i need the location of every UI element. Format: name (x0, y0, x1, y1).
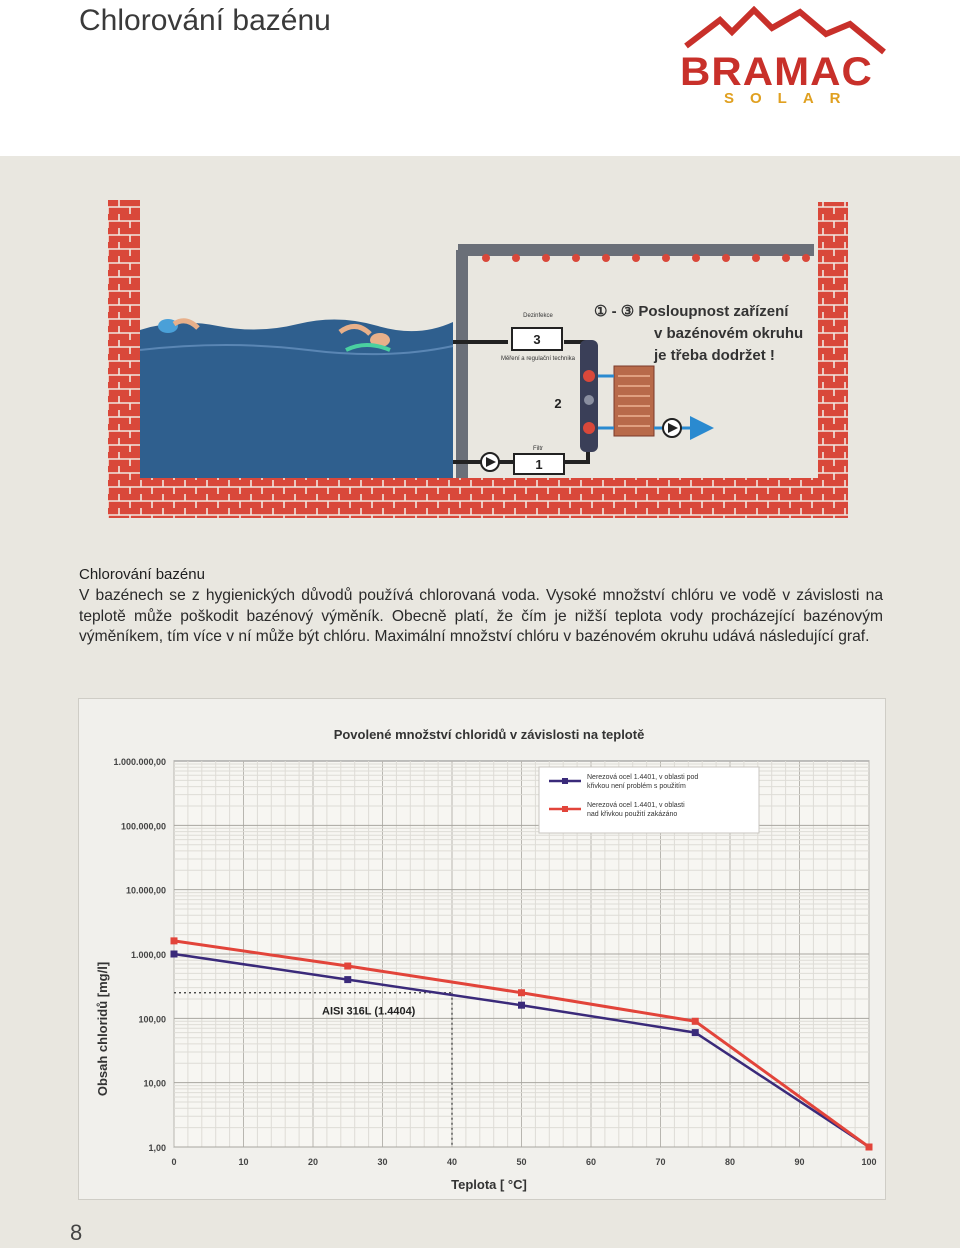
bramac-solar-logo (680, 6, 890, 110)
page-title: Chlorování bazénu (79, 4, 331, 37)
legend-marker-1 (562, 778, 568, 784)
x-tick-label: 90 (794, 1157, 805, 1167)
series-1-point (692, 1029, 699, 1036)
x-tick-label: 0 (171, 1157, 177, 1167)
x-tick-label: 20 (307, 1157, 319, 1167)
marker-1: 1 (535, 457, 543, 472)
chloride-chart (79, 699, 885, 1199)
y-tick-label: 1.000,00 (130, 950, 166, 960)
series-2-point (518, 989, 525, 996)
logo-sub: SOLAR (724, 90, 857, 107)
series-1-point (518, 1002, 525, 1009)
legend-label-2: Nerezová ocel 1.4401, v oblasti nad křivkou použití zakázáno (587, 802, 685, 818)
y-tick-label: 100.000,00 (120, 821, 166, 832)
series-1-point (344, 976, 351, 983)
series-2-point (866, 1144, 873, 1151)
label-measure: Měření a regulační technika (500, 356, 576, 362)
right-brick-wall (818, 202, 848, 518)
label-filter: Filtr (533, 446, 543, 452)
sequence-note-line-1: ① - ③ Posloupnost zařízení (594, 303, 789, 320)
marker-3: 3 (533, 332, 541, 347)
legend-label-1: Nerezová ocel 1.4401, v oblasti pod křivkou není problém s použitím (587, 774, 699, 790)
x-tick-label: 10 (238, 1157, 249, 1167)
logo-mark-icon (680, 6, 890, 56)
left-brick-wall (108, 200, 140, 518)
chart-frame (78, 698, 886, 1200)
y-tick-label: 10.000,00 (125, 885, 166, 896)
y-tick-label: 10,00 (143, 1078, 166, 1089)
pool-water (140, 319, 453, 478)
x-tick-label: 40 (446, 1157, 458, 1167)
section-heading: Chlorování bazénu (79, 566, 205, 583)
legend-marker-2 (562, 806, 568, 812)
series-2-point (171, 937, 178, 944)
x-tick-label: 70 (655, 1157, 666, 1167)
sequence-note-line-2: v bazénovém okruhu (654, 325, 804, 342)
x-tick-label: 60 (585, 1157, 597, 1167)
annotation-label: AISI 316L (1.4404) (322, 1005, 416, 1018)
marker-2: 2 (554, 396, 562, 411)
x-tick-label: 50 (516, 1157, 527, 1167)
y-tick-label: 1,00 (148, 1143, 166, 1153)
series-2-point (692, 1018, 699, 1025)
x-tick-label: 80 (724, 1157, 736, 1167)
x-tick-label: 30 (377, 1157, 388, 1167)
page-number: 8 (70, 1220, 83, 1245)
y-tick-label: 1.000.000,00 (113, 757, 166, 767)
x-tick-label: 100 (861, 1157, 877, 1167)
pool-circulation-diagram (108, 200, 848, 518)
series-2-point (344, 963, 351, 970)
brick-floor (108, 478, 848, 518)
section-paragraph: V bazénech se z hygienických důvodů používá chlorovaná voda. Vysoké množství chlóru ve vodě v závislosti na teplotě může poškodit bazénový výměník. Obecně platí, že čím je nižší teplota vody procházející bazénovým výměníkem, tím více v ní může být chlóru. Maximální množství chlóru v bazénovém okruhu udává následující graf. (79, 587, 883, 645)
chart-title: Povolené množství chloridů v závislosti na teplotě (333, 727, 645, 742)
sequence-note-line-3: je třeba dodržet ! (654, 347, 775, 364)
chart-ylabel: Obsah chloridů [mg/l] (95, 961, 110, 1097)
chart-xlabel: Teplota [ °C] (451, 1177, 527, 1192)
series-1-point (171, 951, 178, 958)
y-tick-label: 100,00 (138, 1014, 166, 1025)
label-disinfection: Dezinfekce (523, 313, 553, 319)
logo-word: BRAMAC (680, 50, 873, 94)
